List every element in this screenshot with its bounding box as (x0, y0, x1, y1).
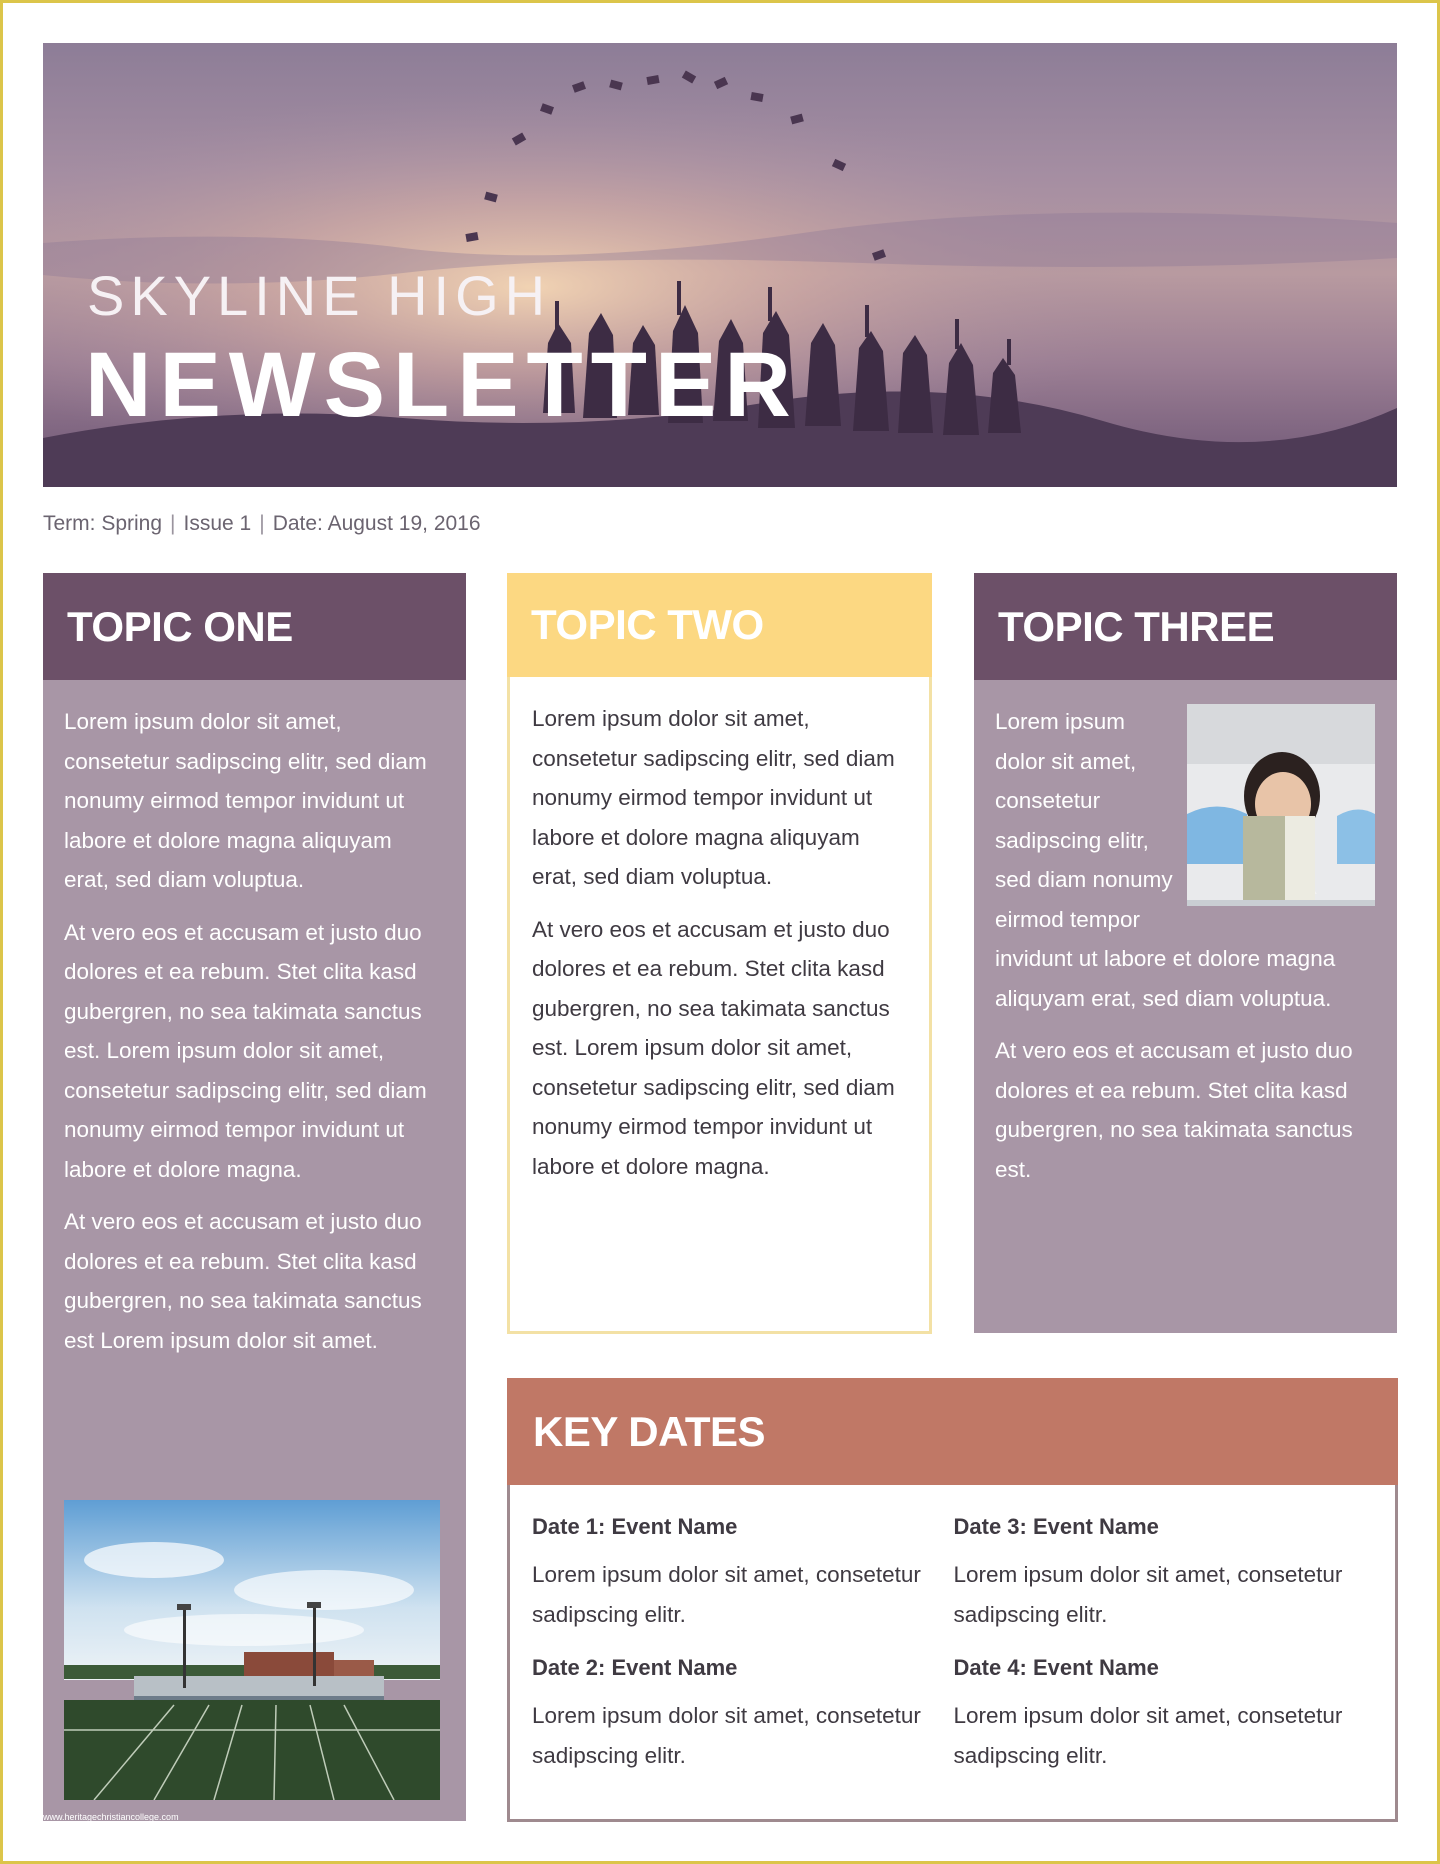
key-dates-card (507, 1378, 1398, 1822)
event-name: Date 2: Event Name (532, 1655, 738, 1680)
topic-two-title: TOPIC TWO (507, 573, 932, 677)
event-name: Date 4: Event Name (953, 1655, 1159, 1680)
event-description: Lorem ipsum dolor sit amet, consetetur sadipscing elitr. (953, 1562, 1343, 1627)
key-dates-column-right (954, 1505, 1376, 1787)
topic-three-paragraph: At vero eos et accusam et justo duo dolores et ea rebum. Stet clita kasd gubergren, no sea takimata sanctus est. (995, 1038, 1353, 1182)
date-text: Date: August 19, 2016 (272, 512, 481, 535)
newsletter-school-name: SKYLINE HIGH (87, 264, 552, 327)
event-name: Date 3: Event Name (953, 1514, 1159, 1539)
topic-one-body (43, 680, 466, 1360)
event-description: Lorem ipsum dolor sit amet, consetetur sadipscing elitr. (532, 1703, 921, 1768)
topic-three-title: TOPIC THREE (974, 573, 1397, 680)
key-dates-column-left (532, 1505, 954, 1787)
term-text: Term: Spring (43, 512, 163, 535)
topic-three-paragraph: Lorem ipsum dolor sit amet, consetetur sadipscing elitr, sed diam nonumy eirmod tempor invidunt ut labore et dolore magna aliquyam erat, sed diam voluptua. (995, 709, 1336, 1011)
event-description: Lorem ipsum dolor sit amet, consetetur sadipscing elitr. (532, 1562, 921, 1627)
topic-one-paragraph: At vero eos et accusam et justo duo dolores et ea rebum. Stet clita kasd gubergren, no sea takimata sanctus est. Lorem ipsum dolor sit amet, consetetur sadipscing elitr, sed diam nonumy eirmod tempor invidunt ut labore et dolore magna. (64, 919, 427, 1182)
hero-banner (43, 43, 1397, 487)
event-name: Date 1: Event Name (532, 1514, 738, 1539)
key-dates-title: KEY DATES (507, 1378, 1398, 1485)
issue-meta (43, 512, 481, 536)
stadium-photo (64, 1500, 440, 1800)
photo-credit: www.heritagechristiancollege.com (43, 1812, 179, 1822)
topic-two-body (510, 677, 929, 1186)
topic-one-paragraph: At vero eos et accusam et justo duo dolores et ea rebum. Stet clita kasd gubergren, no sea takimata sanctus est Lorem ipsum dolor sit amet. (64, 1209, 422, 1353)
topic-two-paragraph: At vero eos et accusam et justo duo dolores et ea rebum. Stet clita kasd gubergren, no sea takimata sanctus est. Lorem ipsum dolor sit amet, consetetur sadipscing elitr, sed diam nonumy eirmod tempor invidunt ut labore et dolore magna. (532, 916, 895, 1179)
topic-one-title: TOPIC ONE (43, 573, 466, 680)
meta-separator: | (259, 512, 265, 535)
topic-two-paragraph: Lorem ipsum dolor sit amet, consetetur sadipscing elitr, sed diam nonumy eirmod tempor invidunt ut labore et dolore magna aliquyam erat, sed diam voluptua. (532, 706, 895, 889)
topic-three-card (974, 573, 1397, 1333)
newsletter-title: NEWSLETTER (85, 334, 799, 436)
topic-one-paragraph: Lorem ipsum dolor sit amet, consetetur sadipscing elitr, sed diam nonumy eirmod tempor invidunt ut labore et dolore magna aliquyam erat, sed diam voluptua. (64, 709, 427, 892)
topic-three-body (974, 680, 1397, 1189)
event-description: Lorem ipsum dolor sit amet, consetetur sadipscing elitr. (953, 1703, 1343, 1768)
student-reading-photo (1187, 704, 1375, 906)
issue-text: Issue 1 (183, 512, 252, 535)
topic-two-card (507, 573, 932, 1334)
key-dates-grid (510, 1485, 1395, 1787)
meta-separator: | (170, 512, 176, 535)
